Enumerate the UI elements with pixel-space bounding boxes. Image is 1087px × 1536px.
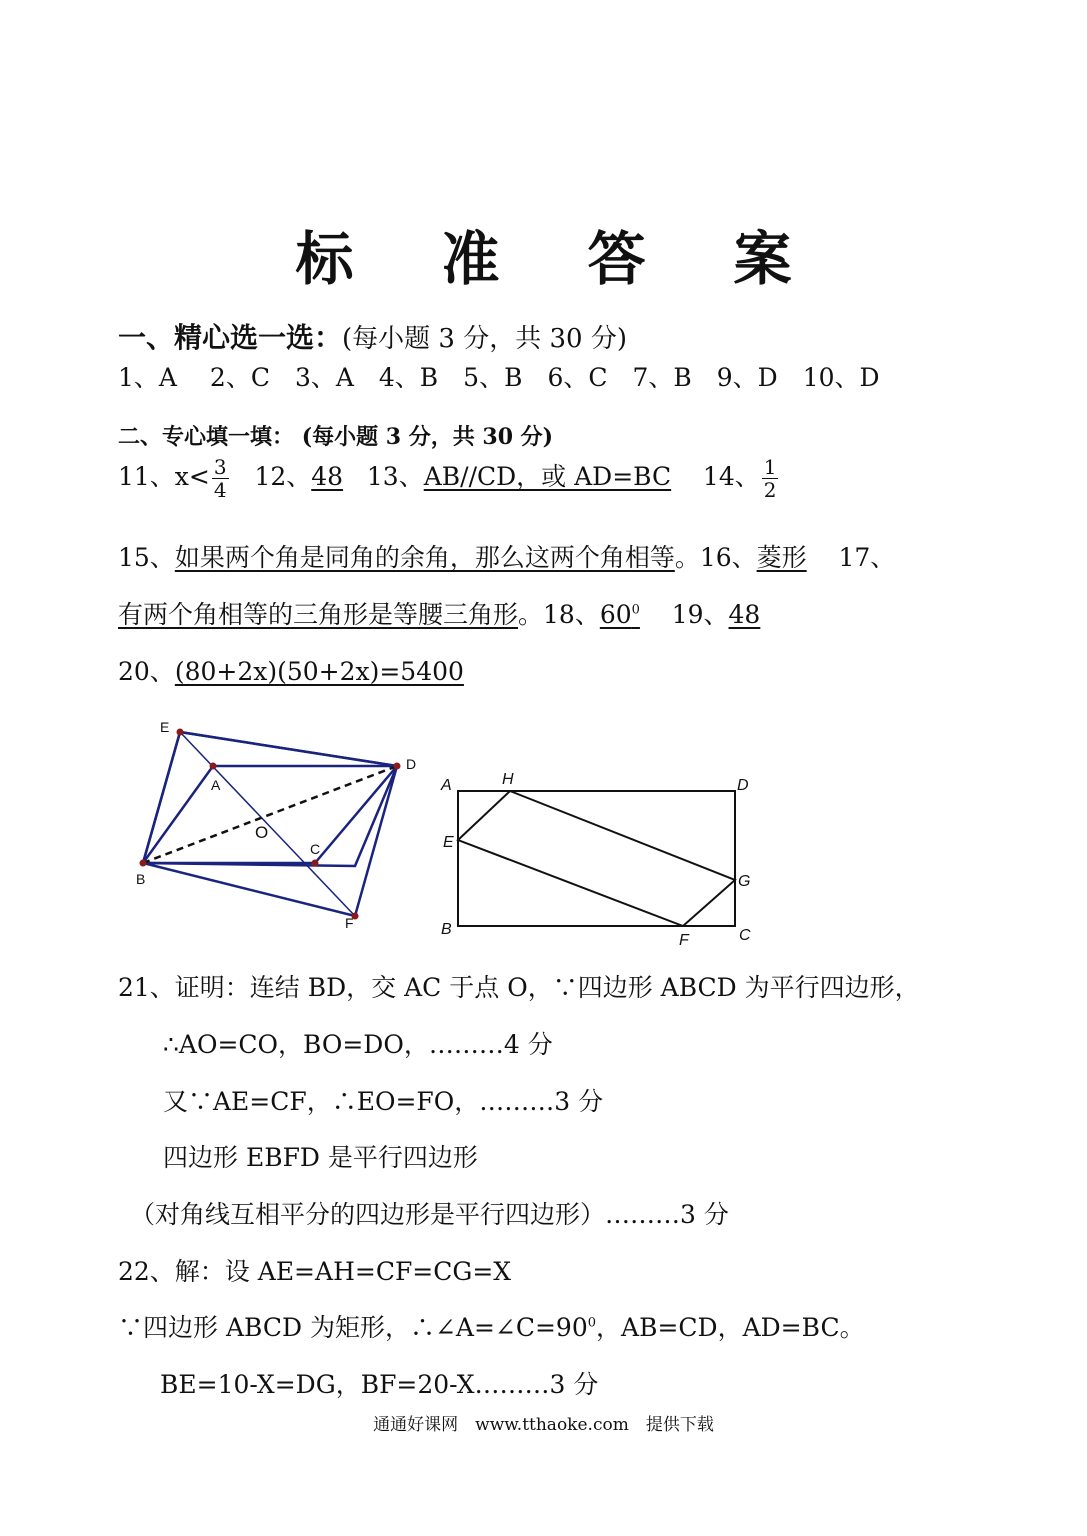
fill-line-11-14 — [118, 456, 780, 501]
section1-header — [118, 316, 627, 356]
q17-label: 17、 — [838, 543, 896, 572]
fig1-diagonal-BD — [143, 766, 397, 863]
fig1-label-D: D — [406, 756, 417, 772]
solution22-line2 — [118, 1308, 865, 1344]
section1-note: (每小题 3 分，共 30 分) — [342, 324, 627, 354]
title-char-4: 案 — [733, 225, 792, 293]
solution22-line1: 22、解：设 AE=AH=CF=CG=X — [118, 1257, 512, 1286]
fig2-label-F: F — [679, 932, 689, 949]
title-char-3: 答 — [587, 225, 646, 293]
fig1-point-E — [177, 729, 184, 736]
q11-label: 11、x< — [118, 462, 210, 491]
title-char-2: 准 — [441, 225, 500, 293]
q14-numerator: 1 — [763, 455, 777, 479]
proof21-line1: 21、证明：连结 BD，交 AC 于点 O，∵四边形 ABCD 为平行四边形， — [118, 973, 920, 1002]
section2-note: (每小题 3 分，共 30 分) — [301, 424, 554, 450]
footer: 通通好课网 www.tthaoke.com 提供下载 — [373, 1415, 714, 1435]
fig1-label-A: A — [211, 777, 221, 793]
q18-value: 60 — [599, 600, 632, 629]
q12-answer: 48 — [311, 462, 344, 491]
fig1-label-E: E — [160, 719, 170, 735]
figure2-rectangle — [435, 768, 765, 953]
q18-answer — [600, 600, 640, 629]
q19-answer: 48 — [728, 600, 761, 629]
q15-answer: 如果两个角是同角的余角，那么这两个角相等 — [174, 543, 675, 572]
solution22-line2-b: ，AB=CD，AD=BC。 — [596, 1313, 865, 1342]
proof21-line3: 又∵AE=CF，∴EO=FO，………3 分 — [163, 1087, 604, 1116]
fig1-label-F: F — [345, 915, 354, 931]
section2-heading: 二、专心填一填： — [118, 424, 295, 450]
q14-denominator: 2 — [763, 478, 777, 502]
solution22-line2-a: ∵四边形 ABCD 为矩形，∴∠A=∠C=90 — [118, 1313, 588, 1342]
title-char-1: 标 — [295, 225, 354, 293]
q16-answer: 菱形 — [756, 543, 807, 572]
q11-numerator: 3 — [213, 455, 227, 479]
q17-answer: 有两个角相等的三角形是等腰三角形 — [118, 600, 519, 629]
solution22-degree: 0 — [587, 1315, 597, 1331]
proof21-line5: （对角线互相平分的四边形是平行四边形）………3 分 — [130, 1200, 729, 1229]
fig1-label-C: C — [310, 841, 321, 857]
proof21-line4: 四边形 EBFD 是平行四边形 — [163, 1143, 478, 1172]
section1-answers: 1、A 2、C 3、A 4、B 5、B 6、C 7、B 9、D 10、D — [118, 363, 880, 392]
q14-fraction — [762, 456, 779, 501]
fig2-parallelogram-EFGH — [458, 791, 735, 926]
fig1-label-B: B — [136, 871, 146, 887]
q20-answer: (80+2x)(50+2x)=5400 — [174, 657, 464, 686]
fig2-label-E: E — [443, 834, 454, 851]
fig2-label-G: G — [738, 873, 751, 890]
section1-heading: 一、精心选一选： — [118, 321, 343, 354]
proof21-line2: ∴AO=CO，BO=DO，………4 分 — [163, 1030, 553, 1059]
q13-answer: AB//CD，或 AD=BC — [423, 462, 672, 491]
fill-line-20 — [118, 652, 464, 688]
page-title — [0, 212, 1087, 296]
solution22-line3: BE=10-X=DG，BF=20-X………3 分 — [160, 1370, 599, 1399]
q14-label: 14、 — [702, 462, 760, 491]
fig2-label-C: C — [739, 927, 751, 944]
fig2-label-A: A — [441, 777, 452, 794]
fig2-label-H: H — [502, 771, 514, 788]
fig1-label-O: O — [255, 823, 269, 842]
section2-header — [118, 420, 553, 451]
q15-label: 15、 — [118, 543, 175, 572]
fig1-outer-parallelogram — [143, 732, 397, 866]
q12-label: 12、 — [254, 462, 312, 491]
q11-fraction — [212, 456, 229, 501]
fig2-label-D: D — [737, 777, 749, 794]
q19-label: 19、 — [671, 600, 729, 629]
fill-line-15-17 — [118, 538, 895, 574]
figure1-parallelogram — [120, 712, 440, 942]
fig1-point-B — [140, 860, 147, 867]
fig1-point-C — [312, 860, 319, 867]
q20-label: 20、 — [118, 657, 175, 686]
q11-denominator: 4 — [213, 478, 227, 502]
q18-label: 。18、 — [518, 600, 600, 629]
fig2-label-B: B — [441, 921, 452, 938]
fig1-point-D — [394, 763, 401, 770]
q18-degree: 0 — [631, 602, 640, 618]
fig2-rectangle-ABCD — [458, 791, 735, 926]
fig1-point-A — [210, 763, 217, 770]
fill-line-17-19 — [118, 595, 760, 631]
q16-label: 。16、 — [674, 543, 757, 572]
q13-label: 13、 — [366, 462, 424, 491]
fig1-parallelogram-EBFD — [143, 732, 397, 916]
